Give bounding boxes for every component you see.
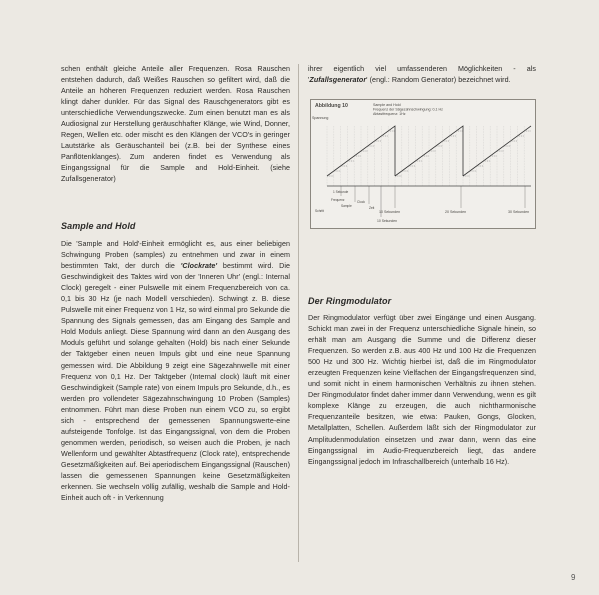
small-label-4: Clock <box>357 200 365 204</box>
left-column <box>61 64 290 186</box>
small-label-5: Zeit <box>369 206 375 210</box>
time-label-1: 10 Sekunden <box>379 210 401 214</box>
sample-text-part-1: Die 'Sample and Hold'-Einheit ermöglicht es, aus einer beliebigen Schwingung Proben (samples) zu entnehmen und zwar in einem bestimmten Takt, der durch die <box>61 240 290 271</box>
axis-label: Spannung <box>312 116 329 120</box>
ringmodulator-paragraph: Der Ringmodulator verfügt über zwei Eingänge und einen Ausgang. Schickt man zwei in der Frequenz unterschiedliche Signale hinein, so erhält man am Ausgang die Summe und die Differenz dieser Frequenzen. So werden z.B. aus 400 Hz und 100 Hz die Frequenzen 500 Hz und 300 Hz. Wichtig hierbei ist, daß die im Ringmodulator erzeugten Frequenzen keine Vielfachen der Eingangsfrequenzen sind, und somit nicht in einem harmonischen Verhältnis zu ihnen stehen. Der Ringmodulator findet daher immer dann Verwendung, wenn es gilt komplexe Klänge zu erzeugen, die auch nichtharmonische Frequenzanteile besitzen, wie etwa: Pauken, Gongs, Glocken, Metallplatten, Schellen. Außerdem läßt sich der Ringmodulator zur Amplitudenmodulation einsetzen und zwar dann, wenn das eine Eingangssignal im Audio-Frequenzbereich liegt, das andere Eingangssignal jedoch im Infraschallbereich (unterhalb 16 Hz). <box>308 314 536 466</box>
random-text-part-2: ' (engl.: Random Generator) bezeichnet wird. <box>366 76 511 85</box>
page-number: 9 <box>571 573 576 582</box>
random-text-part-1: ihrer eigentlich viel umfassenderen Möglichkeiten - als ' <box>308 65 536 85</box>
bottom-label: 10 Sekunden <box>377 219 397 223</box>
figure-title: Abbildung 10 <box>315 103 348 109</box>
time-label-2: 20 Sekunden <box>445 210 467 214</box>
clockrate-term: 'Clockrate' <box>180 262 218 271</box>
sample-and-hold-paragraph <box>61 239 290 504</box>
small-label-6: 1 Sekunde <box>333 190 349 194</box>
small-label-2: Sample <box>341 204 352 208</box>
small-label-1: Frequenz <box>331 198 345 202</box>
figure-caption-3: Abtastfrequenz: 1Hz <box>373 112 406 116</box>
time-label-3: 30 Sekunden <box>508 210 530 214</box>
figure-sample-and-hold <box>310 99 536 229</box>
small-label-3: Schritt <box>315 209 325 213</box>
random-generator-term: Zufallsgenerator <box>309 76 367 85</box>
sample-text-part-2: bestimmt wird. Die Geschwindigkeit des Taktes wird von der 'Inneren Uhr' (engl.: Internal Clock) geregelt - einer Pulswelle mit einem Frequenzbereich von ca. 0,1 bis 30 Hz (je nach Modell verschieden). Schwingt z. B. diese Pulswelle mit einer Frequenz von 1 Hz, so wird einmal pro Sekunde die Spannung des Signals gemessen, das am Eingang des Sample and Hold Moduls anliegt. Diese Spannung wird dann an den Ausgang des Moduls geführt und solange gehalten (Hold) bis nach einer Sekunde der Taktgeber einen neuen Impuls gibt und eine neue Spannung gemessen wird. Die Abbildung 9 zeigt eine Sägezahnwelle mit einer Frequenz von 0,1 Hz. Der Taktgeber (Internal clock) läuft mit einer Geschwindigkeit (Sample rate) von einem Impuls pro Sekunde, d.h., es werden pro vollendeter Sägezahnschwingung 10 Proben (Samples) entnommen. Führt man diese Proben nun einem VCO zu, so ergibt sich - entsprechend der gemessenen Spannungswerte-eine aufsteigende Tonfolge. Ist das Eingangssignal, von dem die Proben genommen werden, periodisch, so weisen auch die Proben, je nach Wellenform und gewählter Abtastfrequenz (Clock rate), entsprechende Gesetzmäßigkeiten auf. Bei aperiodischem Eingangssignal (Rauschen) lassen die gemessenen Spannungen keine Gesetzmäßigkeiten erkennen. Sie wechseln völlig zufällig, weshalb die Sample and Hold-Einheit auch oft - in Verkennung <box>61 262 291 503</box>
sample-and-hold-heading: Sample and Hold <box>61 221 136 231</box>
random-generator-paragraph <box>308 64 536 86</box>
ringmodulator-section <box>308 313 536 468</box>
intro-paragraph: schen enthält gleiche Anteile aller Frequenzen. Rosa Rauschen entstehen dadurch, daß Weißes Rauschen so gefiltert wird, daß die Anteile an höheren Frequenzen reduziert werden. Rosa Rauschen klingt daher dunkler. Für das Signal des Rauschgenerators gibt es unterschiedliche Verwendungszwecke. Zum einen benutzt man es als Audiosignal zur Herstellung geräuschhafter Klänge, wie Wind, Donner, Regen, Wellen etc. oder mischt es den Klängen der VCO's in geringer Lautstärke als Geräuschanteil bei (z.B. bei der Synthese eines Panflötenklanges). Zum anderen findet es Verwendung als Eingangssignal für die Sample and Hold-Einheit. (siehe Zufallsgenerator) <box>61 65 290 184</box>
sample-hold-diagram <box>311 100 535 228</box>
right-column <box>308 64 536 86</box>
figure-caption-1: Sample and Hold <box>373 103 401 107</box>
sample-and-hold-section <box>61 239 290 504</box>
ringmodulator-heading: Der Ringmodulator <box>308 296 392 306</box>
figure-caption-2: Frequenz der Sägezahnschwingung: 0,1 Hz <box>373 107 443 112</box>
column-divider <box>298 64 299 562</box>
